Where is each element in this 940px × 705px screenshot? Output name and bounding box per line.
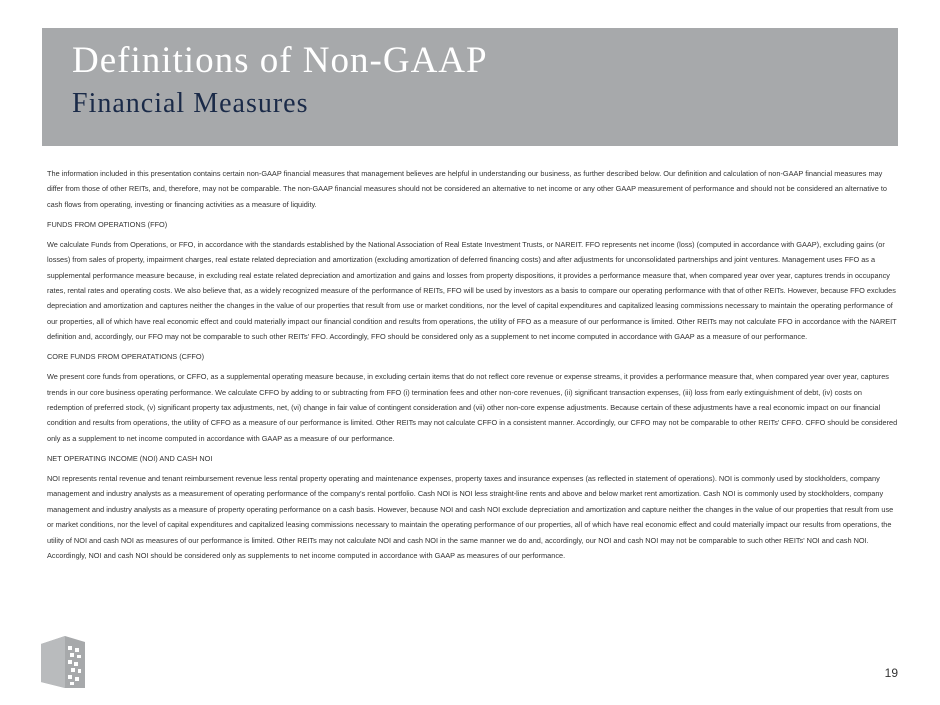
header-band [42,28,898,146]
page-subtitle: Financial Measures [72,88,309,119]
building-grid-logo-icon [41,636,85,688]
page-number: 19 [884,666,898,680]
intro-paragraph: The information included in this presentation contains certain non-GAAP financial measures that management believes are helpful in understanding our business, as further described below. Our definition and calculation of non-GAAP financial measures may differ from those of other REITs, and, therefore, may not be comparable. The non-GAAP financial measures should not be considered an alternative to net income or any other GAAP measurement of performance and should not be considered an alternative to cash flows from operating, investing or financing activities as a measure of liquidity. [47,169,887,209]
noi-body: NOI represents rental revenue and tenant reimbursement revenue less rental property operating and maintenance expenses, property taxes and insurance expenses (as reflected in statement of operations). NOI is commonly used by stockholders, company management and industry analysts as a measurement of operating performance of the company's rental portfolio. Cash NOI is NOI less straight-line rents and above and below market rent amortization. Cash NOI is commonly used by stockholders, company management and industry analysts as a measure of property operating performance on a cash basis. However, because NOI and cash NOI exclude depreciation and amortization and capture neither the changes in the value of our properties that result from use or market conditions, nor the level of capital expenditures and capitalized leasing commissions necessary to maintain the operating performance of our properties, all of which have real economic effect and could materially impact our results from operations, the utility of NOI and cash NOI as measures of our performance is limited. Other REITs may not calculate NOI and cash NOI in the same manner we do and, accordingly, our NOI and cash NOI may not be comparable to such other REITs' NOI and cash NOI. Accordingly, NOI and cash NOI should be considered only as supplements to net income computed in accordance with GAAP as measures of our performance. [47,473,894,560]
cffo-heading: CORE FUNDS FROM OPERATATIONS (CFFO) [47,352,205,362]
page-title: Definitions of Non-GAAP [72,40,488,81]
noi-heading: NET OPERATING INCOME (NOI) AND CASH NOI [47,453,213,463]
ffo-heading: FUNDS FROM OPERATIONS (FFO) [47,219,168,229]
cffo-body: We present core funds from operations, or CFFO, as a supplemental operating measure because, in excluding certain items that do not reflect core revenue or expense streams, it provides a performance measure that, when compared year over year, captures trends in our core business operating performance. We calculate CFFO by adding to or subtracting from FFO (i) termination fees and other non-core revenues, (ii) significant transaction expenses, (iii) loss from early extinguishment of debt, (iv) costs on redemption of preferred stock, (v) significant property tax adjustments, net, (vi) change in fair value of contingent consideration and (vii) other non-core expense adjustments. Because certain of these adjustments have a real economic impact on our financial condition and results from operations, the utility of CFFO as a measure of our performance is limited. Other REITs may not calculate CFFO in a consistent manner. Accordingly, our CFFO may not be comparable to other REITs' CFFO. CFFO should be considered only as a supplement to net income computed in accordance with GAAP as a measure of our performance. [47,372,898,443]
definitions-content [47,166,899,568]
ffo-body: We calculate Funds from Operations, or FFO, in accordance with the standards established by the National Association of Real Estate Investment Trusts, or NAREIT. FFO represents net income (loss) (computed in accordance with GAAP), excluding gains (or losses) from sales of property, impairment charges, real estate related depreciation and amortization (excluding amortization of deferred financing costs) and after adjustments for unconsolidated partnerships and joint ventures. Management uses FFO as a supplemental performance measure because, in excluding real estate related depreciation and amortization and gains and losses from property dispositions, it provides a performance measure that, when compared year over year, captures trends in occupancy rates, rental rates and operating costs. We also believe that, as a widely recognized measure of the performance of REITs, FFO will be used by investors as a basis to compare our operating performance with that of other REITs. However, because FFO excludes depreciation and amortization and captures neither the changes in the value of our properties that result from use or market conditions, nor the level of capital expenditures and capitalized leasing commissions necessary to maintain the operating performance of our properties, all of which have real economic effect and could materially impact our financial condition and results from operations, the utility of FFO as a measure of our performance is limited. Other REITs may not calculate FFO in accordance with the NAREIT definition and, accordingly, our FFO may not be comparable to such other REITs' FFO. Accordingly, FFO should be considered only as a supplement to net income computed in accordance with GAAP as a measure of our performance. [47,239,897,342]
